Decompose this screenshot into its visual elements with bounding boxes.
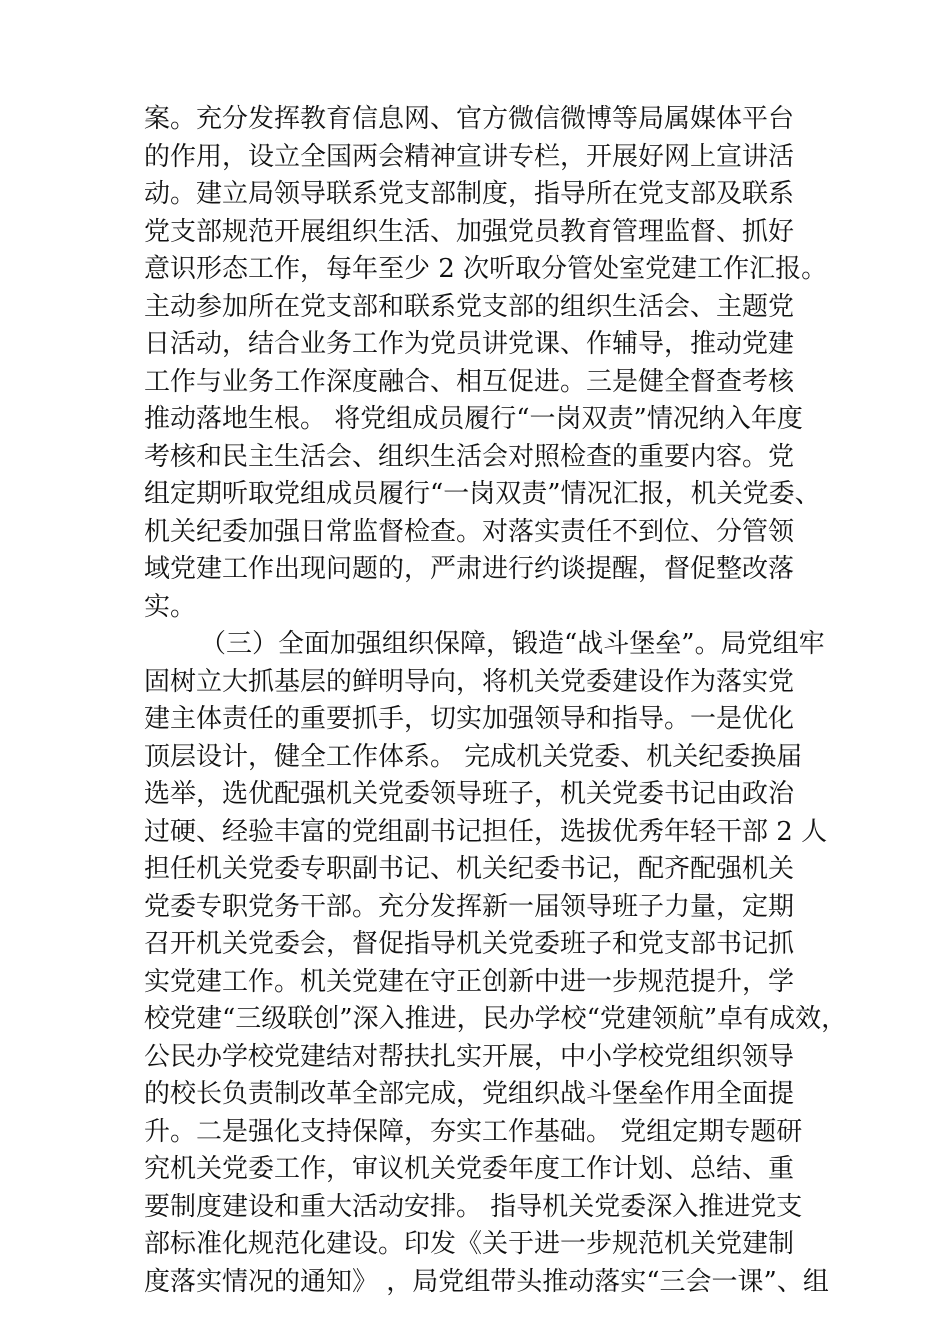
text-line: 考核和民主生活会、组织生活会对照检查的重要内容。党 [144, 441, 795, 472]
text-line: 的作用，设立全国两会精神宣讲专栏，开展好网上宣讲活 [144, 141, 795, 172]
text-line: 党委专职党务干部。充分发挥新一届领导班子力量，定期 [144, 891, 795, 922]
text-line: 域党建工作出现问题的，严肃进行约谈提醒，督促整改落 [144, 554, 795, 584]
text-line: 党支部规范开展组织生活、加强党员教育管理监督、抓好 [144, 216, 795, 247]
text-line: 实。 [144, 591, 197, 622]
text-line: 担任机关党委专职副书记、机关纪委书记，配齐配强机关 [144, 854, 795, 884]
text-line: 部标准化规范化建设。印发《关于进一步规范机关党建制 [144, 1229, 795, 1259]
text-line: 组定期听取党组成员履行“一岗双责”情况汇报，机关党委、 [144, 479, 821, 509]
text-line: 动。建立局领导联系党支部制度，指导所在党支部及联系 [144, 179, 795, 209]
text-line: 公民办学校党建结对帮扶扎实开展，中小学校党组织领导 [144, 1041, 795, 1072]
text-line: 过硬、经验丰富的党组副书记担任，选拔优秀年轻干部 2 人 [144, 816, 828, 847]
text-line: 究机关党委工作，审议机关党委年度工作计划、总结、重 [144, 1154, 795, 1184]
text-line: 意识形态工作，每年至少 2 次听取分管处室党建工作汇报。 [144, 254, 828, 284]
text-line: 实党建工作。机关党建在守正创新中进一步规范提升，学 [144, 966, 795, 997]
text-line: 建主体责任的重要抓手，切实加强领导和指导。一是优化 [144, 704, 795, 734]
text-line: 的校长负责制改革全部完成，党组织战斗堡垒作用全面提 [144, 1079, 795, 1109]
text-line: 案。充分发挥教育信息网、官方微信微博等局属媒体平台 [144, 104, 795, 134]
text-line: 日活动，结合业务工作为党员讲党课、作辅导，推动党建 [144, 329, 795, 359]
body-text [144, 101, 848, 1301]
text-line: 校党建“三级联创”深入推进，民办学校“党建领航”卓有成效， [144, 1004, 848, 1034]
text-line: 度落实情况的通知》 ，局党组带头推动落实“三会一课”、组 [144, 1266, 829, 1297]
text-line: 顶层设计，健全工作体系。 完成机关党委、机关纪委换届 [144, 741, 803, 772]
text-line: 机关纪委加强日常监督检查。对落实责任不到位、分管领 [144, 516, 795, 547]
text-line: 固树立大抓基层的鲜明导向，将机关党委建设作为落实党 [144, 666, 795, 697]
text-line: 升。二是强化支持保障，夯实工作基础。 党组定期专题研 [144, 1116, 803, 1147]
text-line: 推动落地生根。 将党组成员履行“一岗双责”情况纳入年度 [144, 404, 803, 434]
text-line: 选举，选优配强机关党委领导班子，机关党委书记由政治 [144, 779, 795, 809]
text-line: 工作与业务工作深度融合、相互促进。三是健全督查考核 [144, 366, 795, 397]
section-heading-line: （三）全面加强组织保障，锻造“战斗堡垒”。局党组牢 [200, 629, 825, 659]
text-line: 主动参加所在党支部和联系党支部的组织生活会、主题党 [144, 291, 795, 322]
text-line: 召开机关党委会，督促指导机关党委班子和党支部书记抓 [144, 929, 795, 959]
text-line: 要制度建设和重大活动安排。 指导机关党委深入推进党支 [144, 1191, 803, 1222]
